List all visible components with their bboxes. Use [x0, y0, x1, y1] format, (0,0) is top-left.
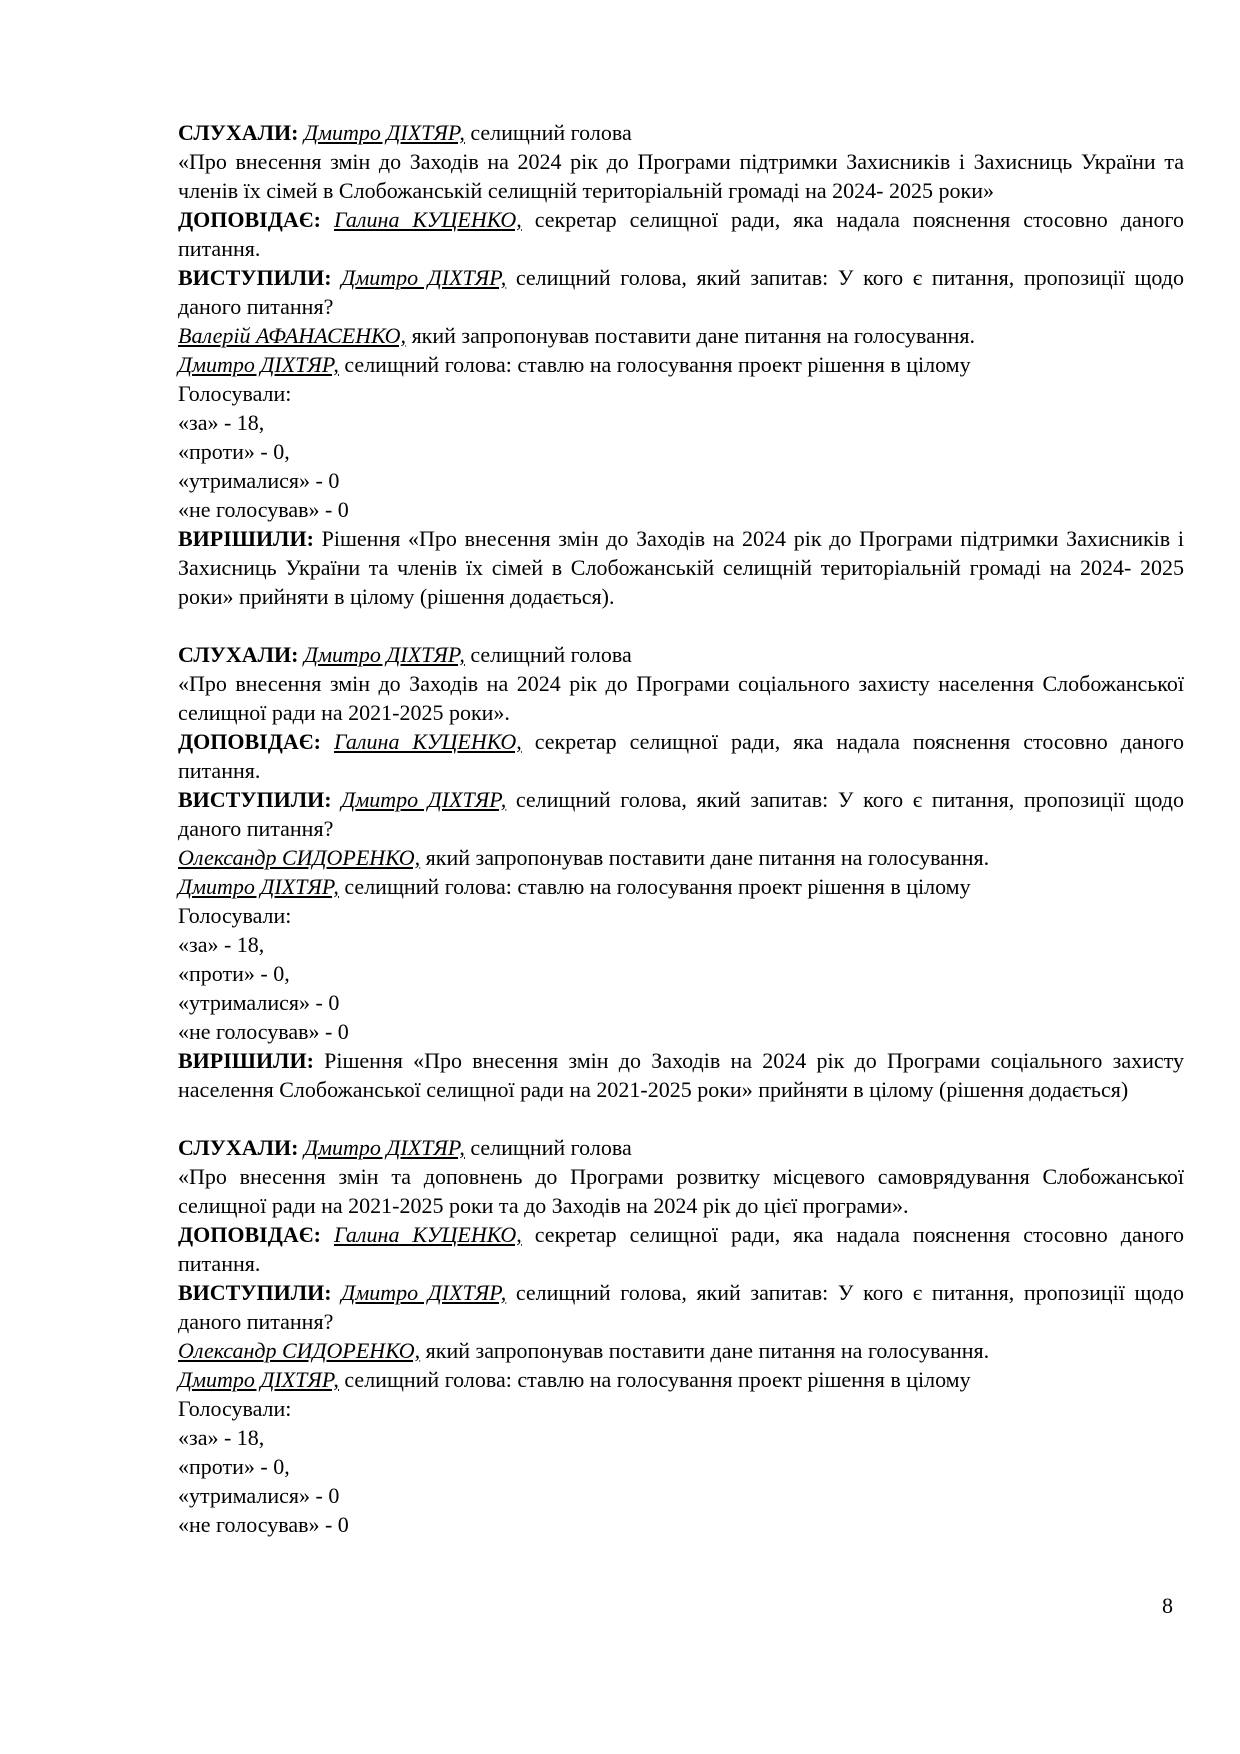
- agenda-item-3: [178, 1133, 1184, 1539]
- speaker-person: Дмитро ДІХТЯР,: [341, 1280, 507, 1305]
- voted-label: Голосували:: [178, 903, 292, 928]
- reporter-line: [178, 205, 1184, 263]
- heard-line: [178, 640, 1184, 669]
- proposer-text: який запропонував поставити дане питання на голосування.: [420, 1338, 990, 1363]
- chair-person: Дмитро ДІХТЯР,: [178, 874, 339, 899]
- heard-role: селищний голова: [464, 642, 632, 667]
- reports-label: ДОПОВІДАЄ:: [178, 729, 321, 754]
- agenda-item-1: [178, 118, 1184, 611]
- reporter-line: [178, 727, 1184, 785]
- heard-person: Дмитро ДІХТЯР,: [303, 120, 465, 145]
- proposer-line: [178, 321, 1184, 350]
- reporter-person: Галина КУЦЕНКО,: [333, 207, 522, 232]
- vote-not-voted: «не голосував» - 0: [178, 1512, 349, 1537]
- reporter-text: секретар селищної ради, яка надала пояснення стосовно даного питання.: [178, 729, 1184, 783]
- spoke-label: ВИСТУПИЛИ:: [178, 265, 332, 290]
- voted-label: Голосували:: [178, 381, 292, 406]
- speaker-text: селищний голова, який запитав: У кого є питання, пропозиції щодо даного питання?: [178, 1280, 1184, 1334]
- vote-not-voted: «не голосував» - 0: [178, 497, 349, 522]
- heard-role: селищний голова: [464, 120, 632, 145]
- speaker-line: [178, 785, 1184, 843]
- heard-label: СЛУХАЛИ:: [178, 1135, 299, 1160]
- decided-label: ВИРІШИЛИ:: [178, 1048, 314, 1073]
- agenda-topic: «Про внесення змін та доповнень до Програми розвитку місцевого самоврядування Слобожанської селищної ради на 2021-2025 роки та до Заходів на 2024 рік до цієї програми».: [178, 1164, 1184, 1218]
- chair-text: селищний голова: ставлю на голосування проект рішення в цілому: [338, 1367, 971, 1392]
- heard-line: [178, 118, 1184, 147]
- chair-line: [178, 1365, 1184, 1394]
- speaker-text: селищний голова, який запитав: У кого є питання, пропозиції щодо даного питання?: [178, 265, 1184, 319]
- spoke-label: ВИСТУПИЛИ:: [178, 1280, 332, 1305]
- chair-person: Дмитро ДІХТЯР,: [178, 352, 339, 377]
- reporter-line: [178, 1220, 1184, 1278]
- chair-text: селищний голова: ставлю на голосування проект рішення в цілому: [338, 874, 971, 899]
- proposer-line: [178, 843, 1184, 872]
- reports-label: ДОПОВІДАЄ:: [178, 1222, 321, 1247]
- document-body: [178, 118, 1184, 1539]
- agenda-item-2: [178, 640, 1184, 1104]
- agenda-topic: «Про внесення змін до Заходів на 2024 рік до Програми соціального захисту населення Слобожанської селищної ради на 2021-2025 роки».: [178, 671, 1184, 725]
- spoke-label: ВИСТУПИЛИ:: [178, 787, 332, 812]
- reporter-text: секретар селищної ради, яка надала пояснення стосовно даного питання.: [178, 207, 1184, 261]
- reports-label: ДОПОВІДАЄ:: [178, 207, 321, 232]
- heard-person: Дмитро ДІХТЯР,: [303, 642, 465, 667]
- proposer-line: [178, 1336, 1184, 1365]
- vote-against: «проти» - 0,: [178, 439, 290, 464]
- decided-label: ВИРІШИЛИ:: [178, 526, 314, 551]
- vote-for: «за» - 18,: [178, 410, 265, 435]
- vote-for: «за» - 18,: [178, 932, 265, 957]
- speaker-line: [178, 1278, 1184, 1336]
- reporter-person: Галина КУЦЕНКО,: [333, 729, 522, 754]
- proposer-text: який запропонував поставити дане питання на голосування.: [406, 323, 976, 348]
- vote-against: «проти» - 0,: [178, 961, 290, 986]
- reporter-person: Галина КУЦЕНКО,: [333, 1222, 522, 1247]
- heard-person: Дмитро ДІХТЯР,: [303, 1135, 465, 1160]
- vote-against: «проти» - 0,: [178, 1454, 290, 1479]
- heard-label: СЛУХАЛИ:: [178, 120, 299, 145]
- speaker-line: [178, 263, 1184, 321]
- decision-text: Рішення «Про внесення змін до Заходів на 2024 рік до Програми соціального захисту населення Слобожанської селищної ради на 2021-2025 роки» прийняти в цілому (рішення додається): [178, 1048, 1184, 1102]
- decision-line: [178, 524, 1184, 611]
- page-number: 8: [1162, 1593, 1173, 1618]
- speaker-person: Дмитро ДІХТЯР,: [341, 265, 507, 290]
- heard-label: СЛУХАЛИ:: [178, 642, 299, 667]
- vote-abstained: «утрималися» - 0: [178, 468, 340, 493]
- vote-abstained: «утрималися» - 0: [178, 1483, 340, 1508]
- decision-text: Рішення «Про внесення змін до Заходів на 2024 рік до Програми підтримки Захисників і Захисниць України та членів їх сімей в Слобожанській селищній територіальній громаді на 2024- 2025 роки» прийняти в цілому (рішення додається).: [178, 526, 1184, 609]
- speaker-person: Дмитро ДІХТЯР,: [341, 787, 507, 812]
- vote-not-voted: «не голосував» - 0: [178, 1019, 349, 1044]
- vote-for: «за» - 18,: [178, 1425, 265, 1450]
- agenda-topic: «Про внесення змін до Заходів на 2024 рік до Програми підтримки Захисників і Захисниць України та членів їх сімей в Слобожанській селищній територіальній громаді на 2024- 2025 роки»: [178, 149, 1184, 203]
- chair-line: [178, 350, 1184, 379]
- heard-role: селищний голова: [464, 1135, 632, 1160]
- chair-text: селищний голова: ставлю на голосування проект рішення в цілому: [338, 352, 971, 377]
- proposer-person: Олександр СИДОРЕНКО,: [178, 845, 421, 870]
- reporter-text: секретар селищної ради, яка надала пояснення стосовно даного питання.: [178, 1222, 1184, 1276]
- proposer-text: який запропонував поставити дане питання на голосування.: [420, 845, 990, 870]
- chair-line: [178, 872, 1184, 901]
- chair-person: Дмитро ДІХТЯР,: [178, 1367, 339, 1392]
- proposer-person: Валерій АФАНАСЕНКО,: [178, 323, 407, 348]
- proposer-person: Олександр СИДОРЕНКО,: [178, 1338, 421, 1363]
- speaker-text: селищний голова, який запитав: У кого є питання, пропозиції щодо даного питання?: [178, 787, 1184, 841]
- decision-line: [178, 1046, 1184, 1104]
- heard-line: [178, 1133, 1184, 1162]
- vote-abstained: «утрималися» - 0: [178, 990, 340, 1015]
- voted-label: Голосували:: [178, 1396, 292, 1421]
